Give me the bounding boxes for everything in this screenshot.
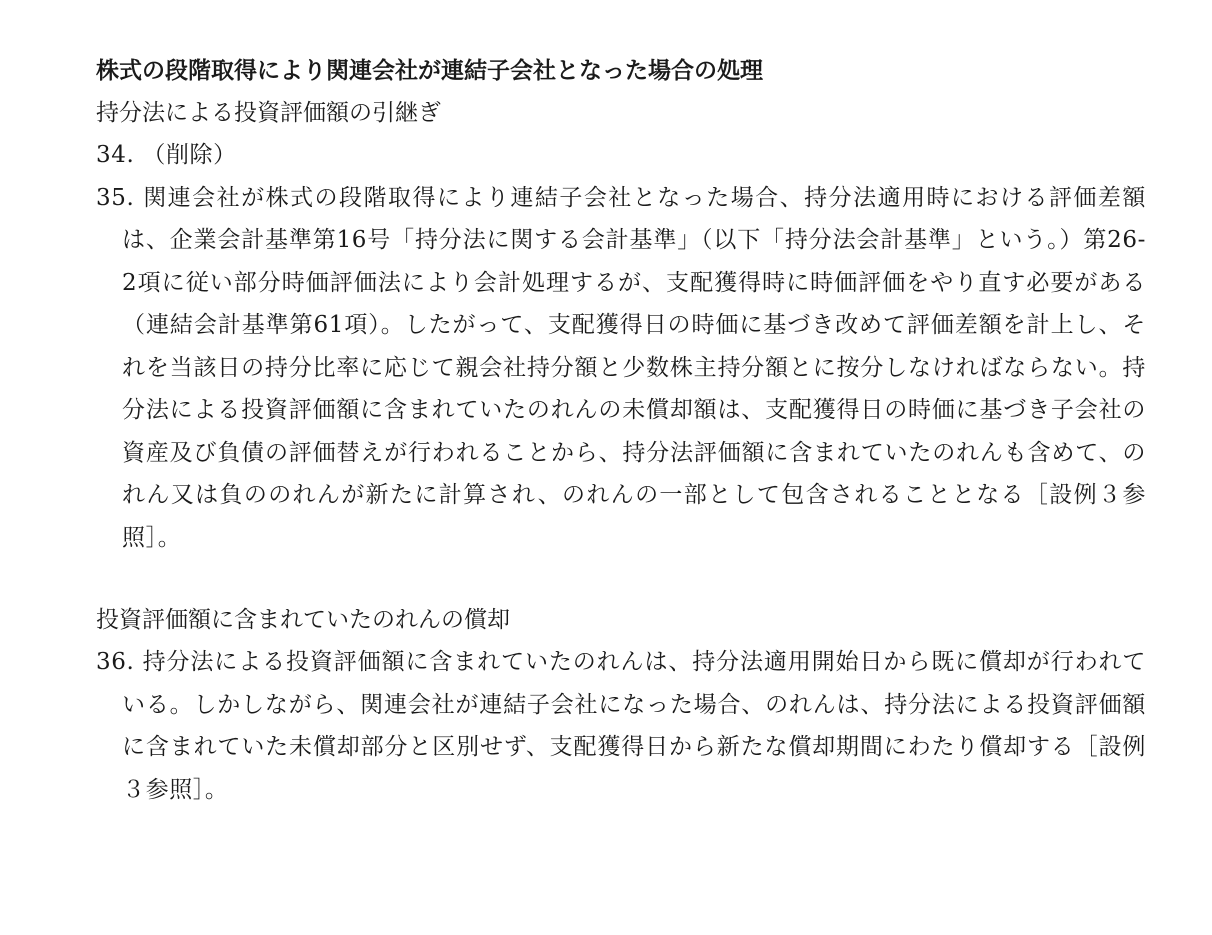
paragraph-36	[96, 641, 1146, 811]
paragraph-text: 関連会社が株式の段階取得により連結子会社となった場合、持分法適用時における評価差額は、企業会計基準第16号「持分法に関する会計基準」（以下「持分法会計基準」という。）第26-2項に従い部分時価評価法により会計処理するが、支配獲得時に時価評価をやり直す必要がある（連結会計基準第61項）。したがって、支配獲得日の時価に基づき改めて評価差額を計上し、それを当該日の持分比率に応じて親会社持分額と少数株主持分額とに按分しなければならない。持分法による投資評価額に含まれていたのれんの未償却額は、支配獲得日の時価に基づき子会社の資産及び負債の評価替えが行われることから、持分法評価額に含まれていたのれんも含めて、のれん又は負ののれんが新たに計算され、のれんの一部として包含されることとなる［設例３参照］。	[122, 184, 1146, 551]
section-heading-equity-method-carryover: 持分法による投資評価額の引継ぎ	[96, 100, 441, 126]
paragraph-number: 36.	[96, 649, 135, 675]
section-heading-goodwill-amortization: 投資評価額に含まれていたのれんの償却	[96, 607, 510, 633]
paragraph-35	[96, 177, 1146, 560]
paragraph-34	[96, 134, 1146, 177]
paragraph-number: 35.	[96, 184, 135, 211]
section-spacer	[96, 559, 1146, 599]
document-page	[96, 50, 1146, 811]
paragraph-number: 34.	[96, 142, 135, 168]
paragraph-text: 持分法による投資評価額に含まれていたのれんは、持分法適用開始日から既に償却が行われている。しかしながら、関連会社が連結子会社になった場合、のれんは、持分法による投資評価額に含まれていた未償却部分と区別せず、支配獲得日から新たな償却期間にわたり償却する［設例３参照］。	[122, 649, 1146, 803]
paragraph-text: （削除）	[142, 142, 237, 168]
document-title: 株式の段階取得により関連会社が連結子会社となった場合の処理	[96, 58, 763, 84]
